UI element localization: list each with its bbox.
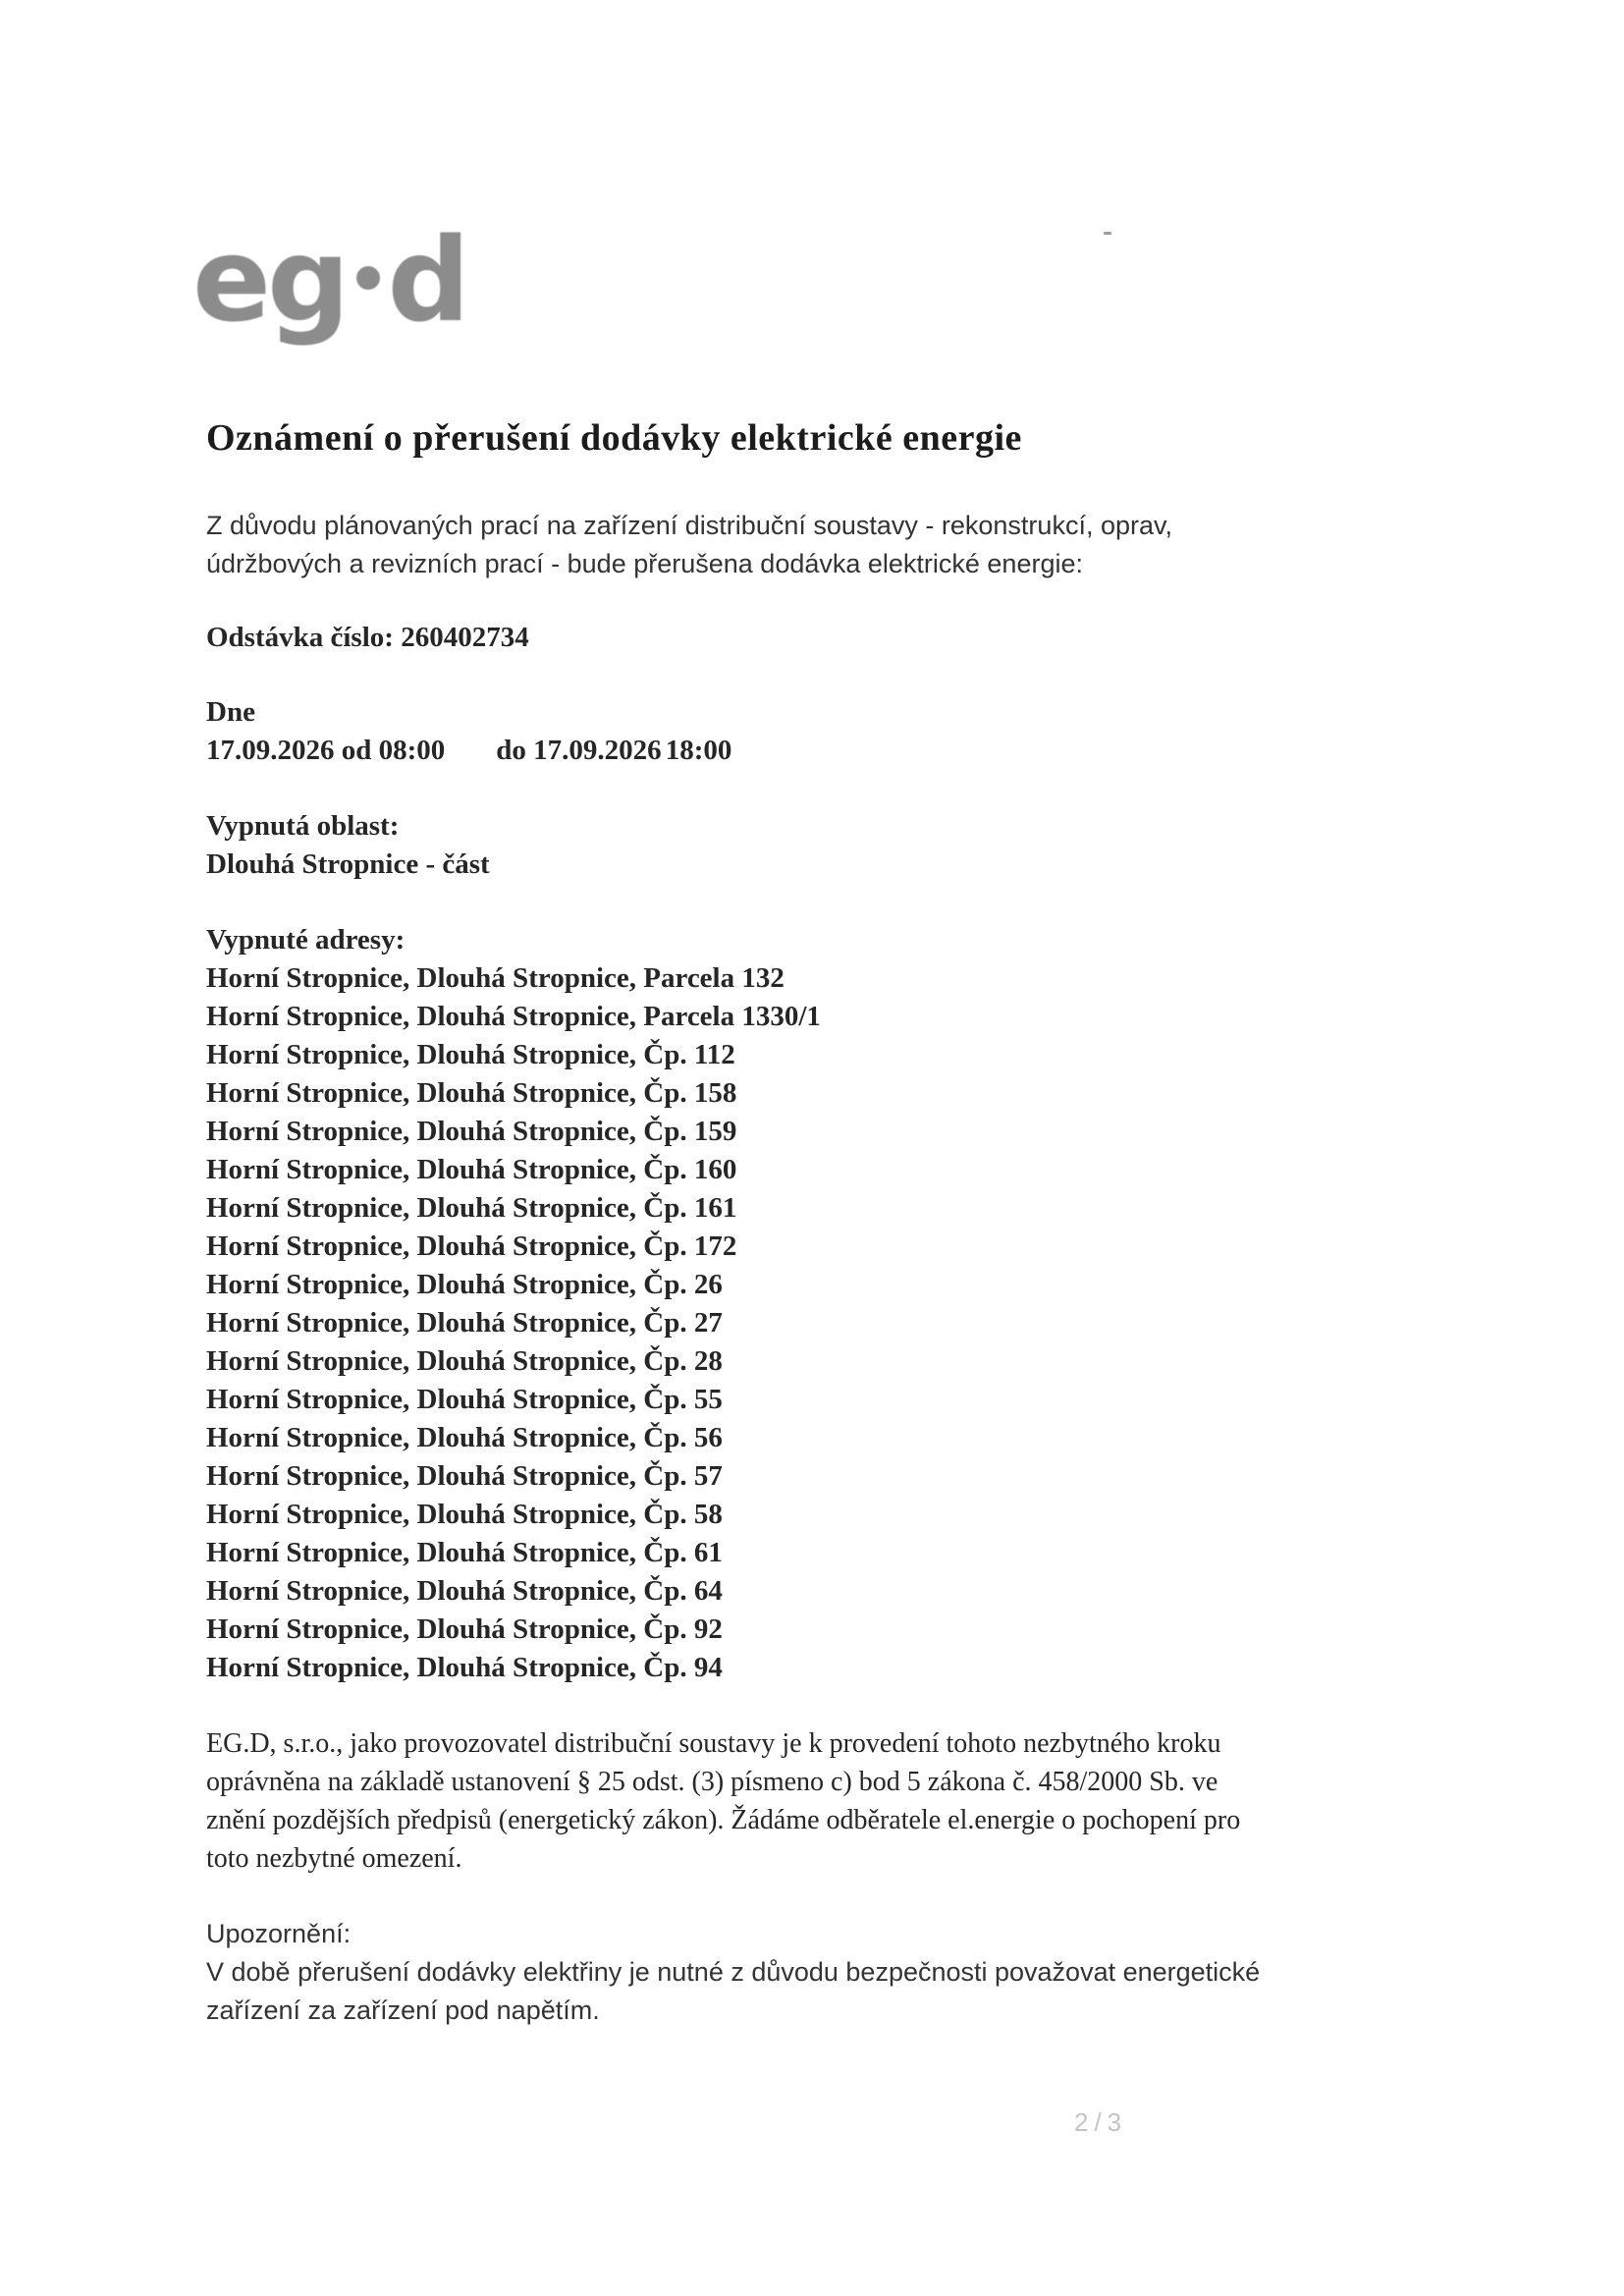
area-block <box>206 807 490 884</box>
address-item: Horní Stropnice, Dlouhá Stropnice, Čp. 161 <box>206 1192 737 1224</box>
warning-block <box>206 1915 1443 2030</box>
area-value: Dlouhá Stropnice - část <box>206 848 490 880</box>
date-from: 17.09.2026 od 08:00 <box>206 735 446 766</box>
address-item: Horní Stropnice, Dlouhá Stropnice, Čp. 61 <box>206 1537 723 1568</box>
address-item: Horní Stropnice, Dlouhá Stropnice, Čp. 160 <box>206 1154 737 1185</box>
address-item: Horní Stropnice, Dlouhá Stropnice, Čp. 112 <box>206 1039 735 1070</box>
warning-line: zařízení za zařízení pod napětím. <box>206 1995 600 2025</box>
address-item: Horní Stropnice, Dlouhá Stropnice, Parcela 132 <box>206 962 785 994</box>
outage-label: Odstávka číslo: <box>206 622 394 653</box>
address-item: Horní Stropnice, Dlouhá Stropnice, Čp. 64 <box>206 1575 723 1607</box>
address-item: Horní Stropnice, Dlouhá Stropnice, Čp. 26 <box>206 1269 723 1300</box>
addresses-block <box>206 921 821 1687</box>
date-to-time: 18:00 <box>665 735 732 766</box>
legal-paragraph <box>206 1724 1443 1878</box>
address-item: Horní Stropnice, Dlouhá Stropnice, Čp. 27 <box>206 1307 723 1339</box>
outage-number-line <box>206 619 529 657</box>
warning-line: V době přerušení dodávky elektřiny je nutné z důvodu bezpečnosti považovat energetické <box>206 1957 1261 1987</box>
egd-logo <box>192 212 466 348</box>
scan-speck <box>1104 232 1111 235</box>
address-item: Horní Stropnice, Dlouhá Stropnice, Čp. 159 <box>206 1116 737 1147</box>
logo-text-left: eg <box>192 212 347 348</box>
warning-label: Upozornění: <box>206 1919 352 1948</box>
document-title: Oznámení o přerušení dodávky elektrické energie <box>206 417 1022 459</box>
address-item: Horní Stropnice, Dlouhá Stropnice, Čp. 172 <box>206 1230 737 1262</box>
legal-line: toto nezbytné omezení. <box>206 1843 462 1874</box>
address-item: Horní Stropnice, Dlouhá Stropnice, Čp. 55 <box>206 1384 723 1415</box>
intro-paragraph <box>206 507 1384 583</box>
date-block <box>206 693 731 770</box>
intro-line: údržbových a revizních prací - bude přerušena dodávka elektrické energie: <box>206 549 1083 578</box>
date-range <box>206 732 731 770</box>
area-label: Vypnutá oblast: <box>206 810 400 842</box>
address-item: Horní Stropnice, Dlouhá Stropnice, Čp. 28 <box>206 1345 723 1377</box>
outage-number: 260402734 <box>401 622 529 653</box>
address-item: Horní Stropnice, Dlouhá Stropnice, Čp. 58 <box>206 1499 723 1530</box>
legal-line: EG.D, s.r.o., jako provozovatel distribuční soustavy je k provedení tohoto nezbytného kroku <box>206 1728 1221 1759</box>
date-to: do 17.09.2026 <box>496 735 662 766</box>
page-number: 2/3 <box>1074 2107 1128 2137</box>
addresses-label: Vypnuté adresy: <box>206 924 406 956</box>
address-item: Horní Stropnice, Dlouhá Stropnice, Parcela 1330/1 <box>206 1001 821 1032</box>
address-item: Horní Stropnice, Dlouhá Stropnice, Čp. 92 <box>206 1613 723 1645</box>
intro-line: Z důvodu plánovaných prací na zařízení distribuční soustavy - rekonstrukcí, oprav, <box>206 511 1172 540</box>
address-item: Horní Stropnice, Dlouhá Stropnice, Čp. 94 <box>206 1652 723 1683</box>
date-label: Dne <box>206 696 255 728</box>
logo-text-right: d <box>387 212 466 348</box>
legal-line: znění pozdějších předpisů (energetický zákon). Žádáme odběratele el.energie o pochopení pro <box>206 1805 1241 1835</box>
legal-line: oprávněna na základě ustanovení § 25 odst. (3) písmeno c) bod 5 zákona č. 458/2000 Sb. ve <box>206 1767 1218 1797</box>
address-item: Horní Stropnice, Dlouhá Stropnice, Čp. 56 <box>206 1422 723 1453</box>
address-list <box>206 959 821 1687</box>
address-item: Horní Stropnice, Dlouhá Stropnice, Čp. 57 <box>206 1460 723 1492</box>
address-item: Horní Stropnice, Dlouhá Stropnice, Čp. 158 <box>206 1077 737 1109</box>
logo-dot <box>356 266 380 290</box>
